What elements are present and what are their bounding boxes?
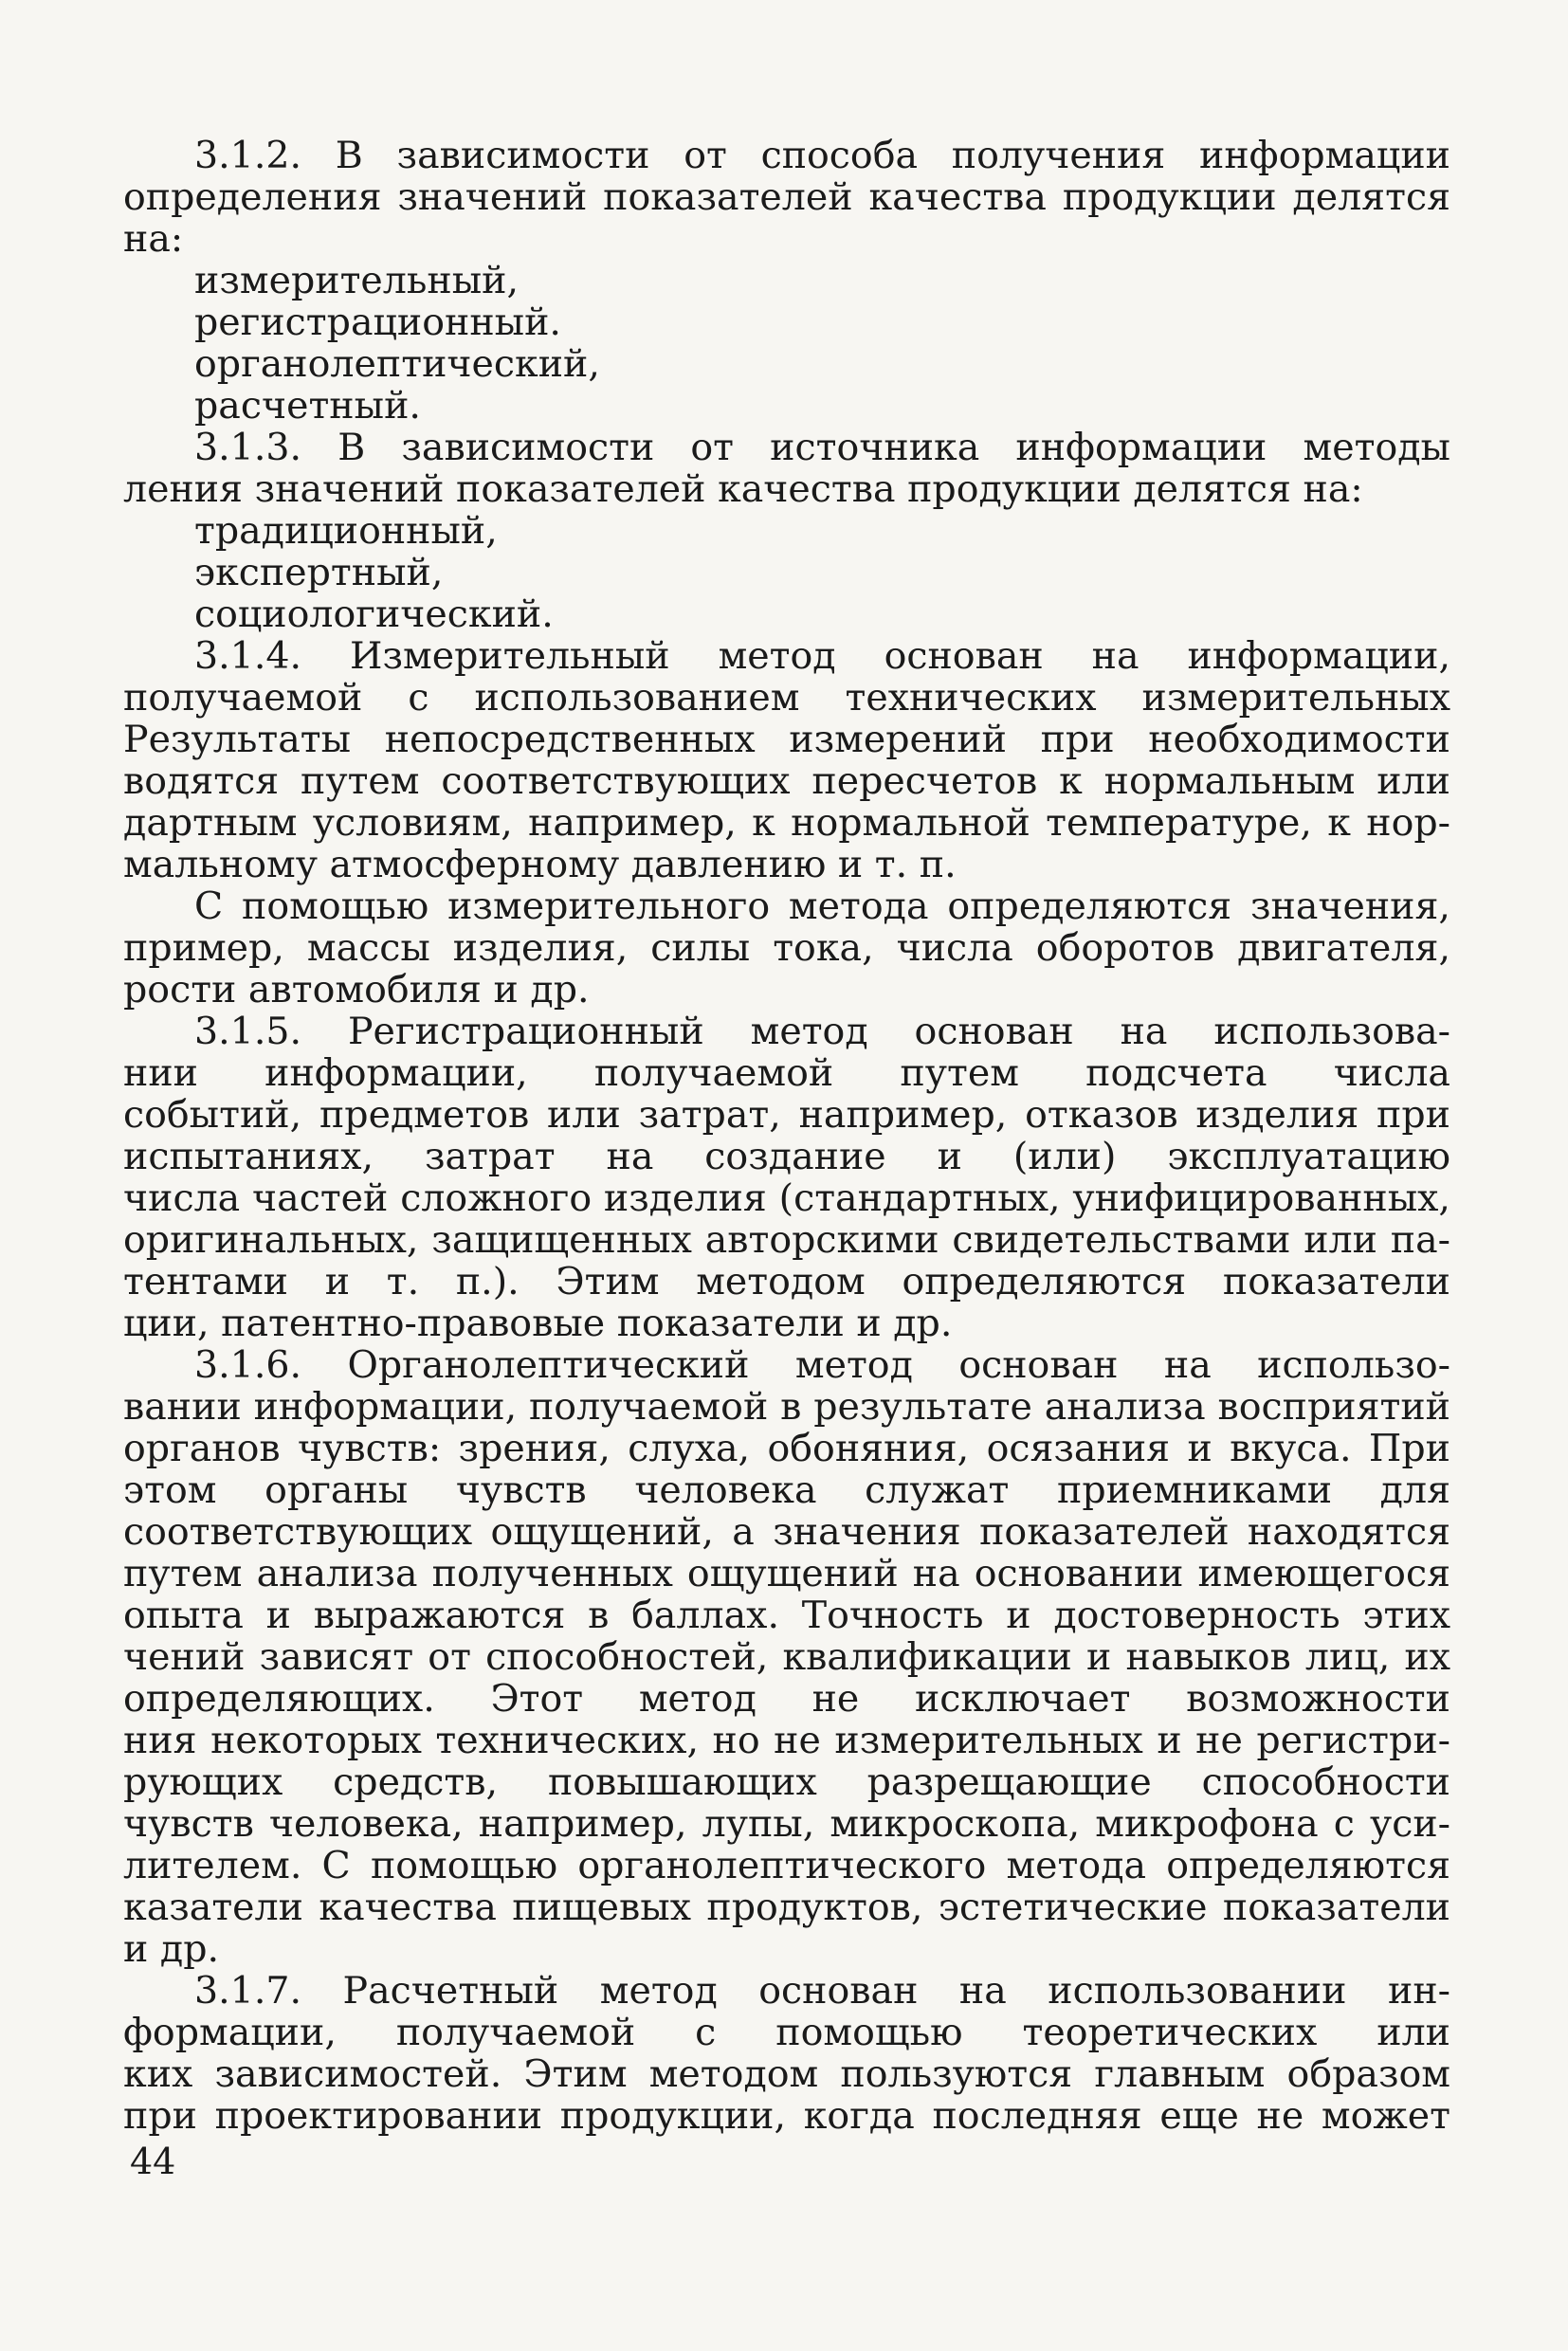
text-line: экспертный, bbox=[194, 551, 444, 594]
text-line: определяющих. Этот метод не исключает возможности bbox=[123, 1678, 1450, 1720]
text-line: и др. bbox=[123, 1927, 220, 1971]
text-line: ких зависимостей. Этим методом пользуются главным образом bbox=[123, 2053, 1450, 2095]
text-line: событий, предметов или затрат, например, отказов изделия при bbox=[123, 1094, 1450, 1136]
text-line: чений зависят от способностей, квалификации и навыков лиц, их bbox=[123, 1636, 1450, 1678]
text-line: испытаниях, затрат на создание и (или) эксплуатацию bbox=[123, 1136, 1450, 1177]
text-line: дартным условиям, например, к нормальной температуре, к нор- bbox=[123, 802, 1450, 844]
text-line: лителем. С помощью органолептического метода определяются bbox=[123, 1845, 1450, 1886]
text-line: мальному атмосферному давлению и т. п. bbox=[123, 843, 957, 886]
text-line: 3.1.5. Регистрационный метод основан на использова- bbox=[194, 1011, 1450, 1052]
text-line: тентами и т. п.). Этим методом определяются показатели bbox=[123, 1261, 1450, 1303]
text-line: формации, получаемой с помощью теоретических или bbox=[123, 2012, 1450, 2053]
text-line: ции, патентно-правовые показатели и др. bbox=[123, 1302, 953, 1345]
text-line: пример, массы изделия, силы тока, числа оборотов двигателя, bbox=[123, 927, 1450, 969]
text-line: при проектировании продукции, когда последняя еще не может bbox=[123, 2095, 1450, 2137]
text-line: С помощью измерительного метода определяются значения, bbox=[194, 885, 1450, 927]
text-line: органолептический, bbox=[194, 342, 600, 386]
text-line: Результаты непосредственных измерений при необходимости bbox=[123, 719, 1450, 760]
text-line: получаемой с использованием технических измерительных bbox=[123, 677, 1450, 719]
text-line: путем анализа полученных ощущений на основании имеющегося bbox=[123, 1553, 1450, 1595]
text-line: вании информации, получаемой в результате анализа восприятий bbox=[123, 1386, 1450, 1428]
text-line: 3.1.4. Измерительный метод основан на информации, bbox=[194, 635, 1450, 677]
text-line: казатели качества пищевых продуктов, эстетические показатели bbox=[123, 1886, 1450, 1928]
text-line: 3.1.3. В зависимости от источника информации методы bbox=[194, 427, 1450, 468]
text-line: 3.1.7. Расчетный метод основан на использовании ин- bbox=[194, 1970, 1450, 2012]
text-line: регистрационный. bbox=[194, 301, 561, 344]
text-line: определения значений показателей качества продукции делятся bbox=[123, 176, 1450, 218]
text-line: нии информации, получаемой путем подсчета числа bbox=[123, 1052, 1450, 1094]
text-line: соответствующих ощущений, а значения показателей находятся bbox=[123, 1511, 1450, 1553]
text-line: ления значений показателей качества продукции делятся на: bbox=[123, 467, 1363, 511]
text-line: социологический. bbox=[194, 592, 554, 636]
text-line: традиционный, bbox=[194, 509, 498, 553]
text-line: органов чувств: зрения, слуха, обоняния, осязания и вкуса. При bbox=[123, 1428, 1450, 1469]
body-text bbox=[123, 135, 1450, 2137]
text-line: на: bbox=[123, 217, 184, 261]
text-line: измерительный, bbox=[194, 259, 520, 302]
text-line: рости автомобиля и др. bbox=[123, 968, 590, 1011]
text-line: чувств человека, например, лупы, микроскопа, микрофона с уси- bbox=[123, 1803, 1450, 1845]
page-number: 44 bbox=[130, 2141, 176, 2182]
text-line: 3.1.2. В зависимости от способа получения информации bbox=[194, 135, 1450, 176]
text-line: опыта и выражаются в баллах. Точность и достоверность этих bbox=[123, 1595, 1450, 1636]
text-line: этом органы чувств человека служат приемниками для bbox=[123, 1469, 1450, 1511]
text-line: 3.1.6. Органолептический метод основан на использо- bbox=[194, 1344, 1450, 1386]
text-line: расчетный. bbox=[194, 384, 421, 428]
text-line: оригинальных, защищенных авторскими свидетельствами или па- bbox=[123, 1219, 1450, 1261]
text-line: ния некоторых технических, но не измерительных и не регистри- bbox=[123, 1720, 1450, 1761]
text-line: рующих средств, повышающих разрещающие способности bbox=[123, 1761, 1450, 1803]
text-line: числа частей сложного изделия (стандартных, унифицированных, bbox=[123, 1177, 1450, 1219]
text-line: водятся путем соответствующих пересчетов к нормальным или bbox=[123, 760, 1450, 802]
